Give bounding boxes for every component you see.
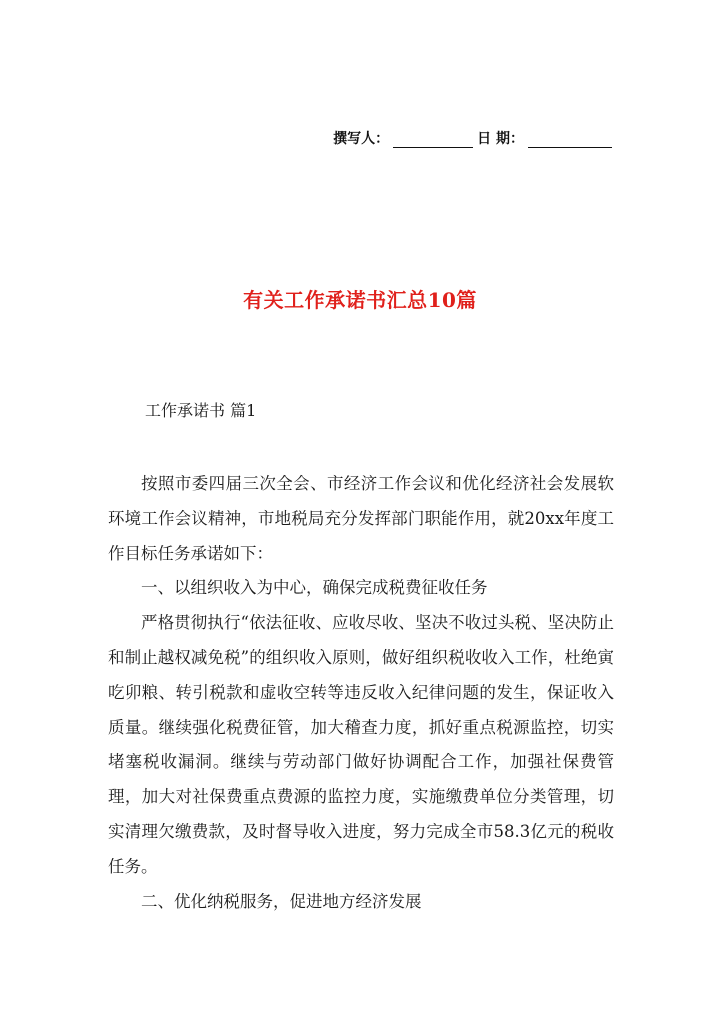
date-label: 日 期：	[477, 131, 524, 147]
paragraph-heading-1: 一、以组织收入为中心，确保完成税费征收任务	[141, 578, 488, 598]
date-blank	[528, 133, 612, 148]
author-blank	[393, 133, 473, 148]
paragraph-heading-2: 二、优化纳税服务，促进地方经济发展	[141, 891, 422, 911]
section-label: 工作承诺书 篇1	[145, 401, 257, 420]
document-title: 有关工作承诺书汇总10篇	[243, 288, 477, 312]
author-label: 撰写人：	[333, 131, 390, 147]
body-text	[108, 467, 614, 919]
author-date-line	[333, 128, 612, 148]
paragraph-intro: 按照市委四届三次全会、市经济工作会议和优化经济社会发展软环境工作会议精神，市地税局充分发挥部门职能作用，就20xx年度工作目标任务承诺如下：	[108, 474, 614, 563]
paragraph-body-1: 严格贯彻执行“依法征收、应收尽收、坚决不收过头税、坚决防止和制止越权减免税”的组织收入原则，做好组织税收收入工作，杜绝寅吃卯粮、转引税款和虚收空转等违反收入纪律问题的发生，保证收入质量。继续强化税费征管，加大稽查力度，抓好重点税源监控，切实堵塞税收漏洞。继续与劳动部门做好协调配合工作，加强社保费管理，加大对社保费重点费源的监控力度，实施缴费单位分类管理，切实清理欠缴费款，及时督导收入进度，努力完成全市58.3亿元的税收任务。	[108, 613, 614, 876]
